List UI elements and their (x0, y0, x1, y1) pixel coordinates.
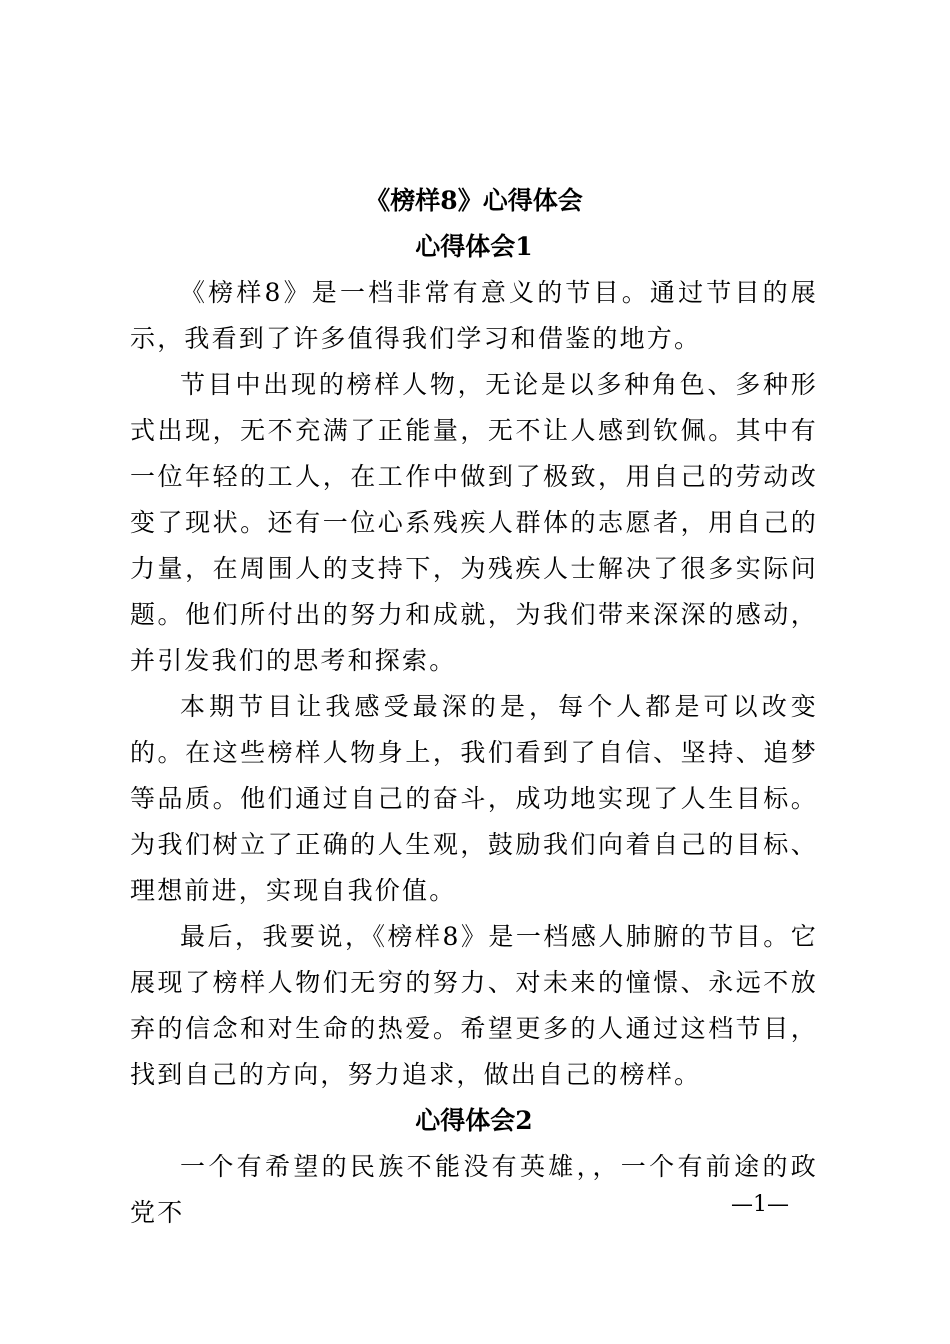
document-title: 《榜样8》心得体会 (365, 186, 583, 215)
paragraph-2-1: 一个有希望的民族不能没有英雄，，一个有前途的政党不 (130, 1152, 818, 1227)
paragraph-1-3: 本期节目让我感受最深的是，每个人都是可以改变的。在这些榜样人物身上，我们看到了自信、坚持、追梦等品质。他们通过自己的奋斗，成功地实现了人生目标。为我们树立了正确的人生观，鼓励我们向着自己的目标、理想前进，实现自我价值。 (130, 692, 818, 905)
document-body (130, 178, 818, 1236)
page-number: —1— (731, 1192, 789, 1217)
paragraph-1-2: 节目中出现的榜样人物，无论是以多种角色、多种形式出现，无不充满了正能量，无不让人感到钦佩。其中有一位年轻的工人，在工作中做到了极致，用自己的劳动改变了现状。还有一位心系残疾人群体的志愿者，用自己的力量，在周围人的支持下，为残疾人士解决了很多实际问题。他们所付出的努力和成就，为我们带来深深的感动，并引发我们的思考和探索。 (130, 370, 818, 675)
section-heading-2: 心得体会2 (415, 1106, 533, 1135)
section-heading-1: 心得体会1 (415, 232, 533, 261)
paragraph-1-1: 《榜样8》是一档非常有意义的节目。通过节目的展示，我看到了许多值得我们学习和借鉴的地方。 (130, 278, 818, 353)
paragraph-1-4: 最后，我要说，《榜样8》是一档感人肺腑的节目。它展现了榜样人物们无穷的努力、对未来的憧憬、永远不放弃的信念和对生命的热爱。希望更多的人通过这档节目，找到自己的方向，努力追求，做出自己的榜样。 (130, 922, 818, 1089)
